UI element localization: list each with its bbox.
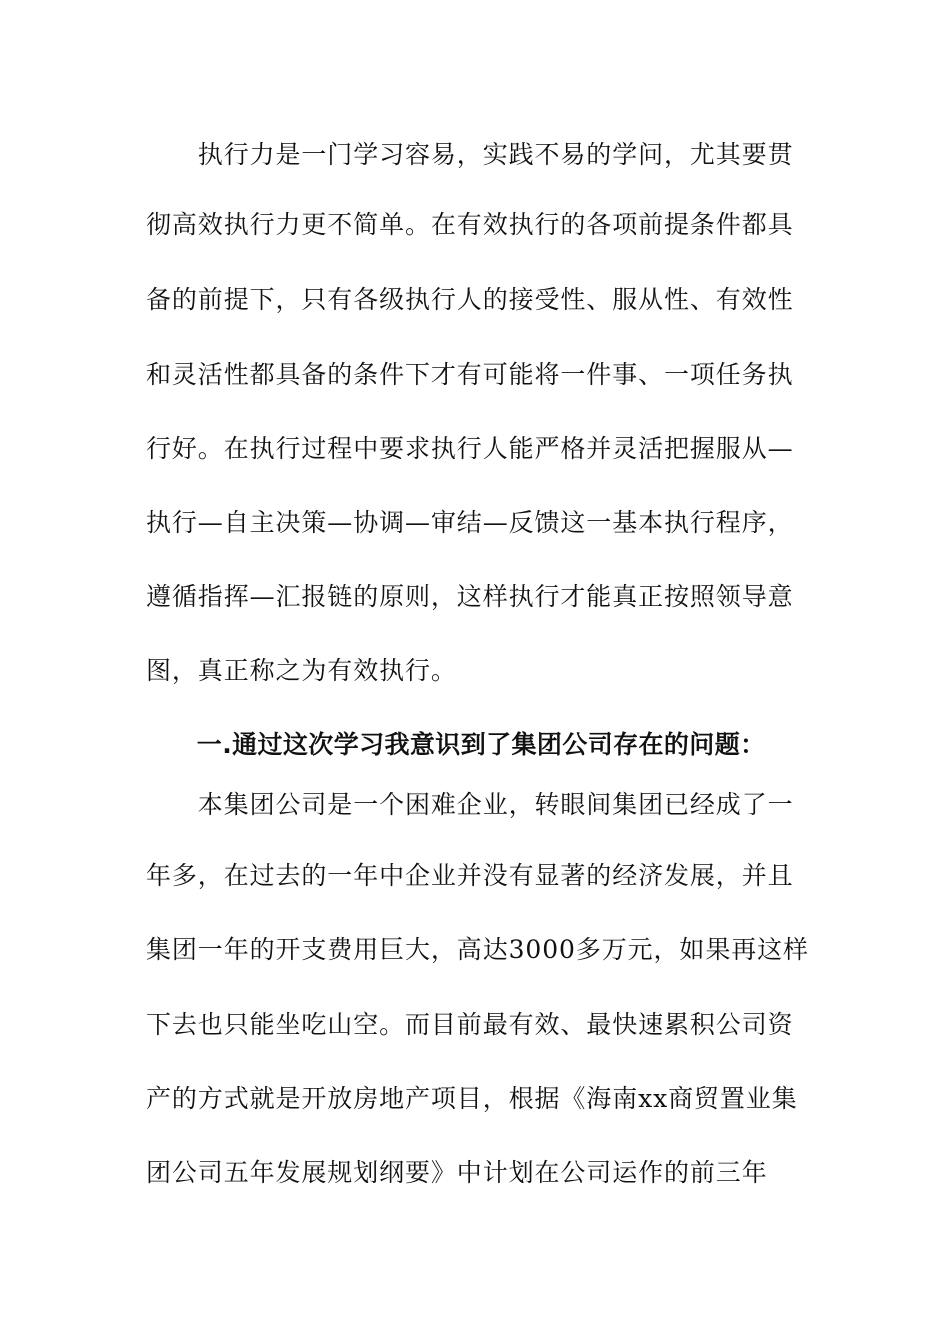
paragraph-2-line-1: 本集团公司是一个困难企业，转眼间集团已经成了一 xyxy=(146,790,794,819)
paragraph-1-line-4: 和灵活性都具备的条件下才有可能将一件事、一项任务执 xyxy=(146,360,794,389)
paragraph-1-line-5: 行好。在执行过程中要求执行人能严格并灵活把握服从— xyxy=(146,434,794,463)
paragraph-2-line-3: 集团一年的开支费用巨大，高达3000多万元，如果再这样 xyxy=(146,935,809,964)
paragraph-2-line-6: 团公司五年发展规划纲要》中计划在公司运作的前三年 xyxy=(146,1158,768,1187)
paragraph-2-line-5: 产的方式就是开放房地产项目，根据《海南xx商贸置业集 xyxy=(146,1084,798,1113)
paragraph-1-line-6: 执行—自主决策—协调—审结—反馈这一基本执行程序， xyxy=(146,508,794,537)
paragraph-1-line-7: 遵循指挥—汇报链的原则，这样执行才能真正按照领导意 xyxy=(146,582,794,611)
paragraph-1-line-3: 备的前提下，只有各级执行人的接受性、服从性、有效性 xyxy=(146,285,794,314)
paragraph-2-line-2: 年多，在过去的一年中企业并没有显著的经济发展，并且 xyxy=(146,861,794,890)
paragraph-1-line-8: 图，真正称之为有效执行。 xyxy=(146,656,457,685)
section-heading: 一.通过这次学习我意识到了集团公司存在的问题： xyxy=(146,730,766,759)
paragraph-1-line-1: 执行力是一门学习容易，实践不易的学问，尤其要贯 xyxy=(146,140,794,169)
paragraph-1-line-2: 彻高效执行力更不简单。在有效执行的各项前提条件都具 xyxy=(146,210,794,239)
paragraph-2-line-4: 下去也只能坐吃山空。而目前最有效、最快速累积公司资 xyxy=(146,1010,794,1039)
